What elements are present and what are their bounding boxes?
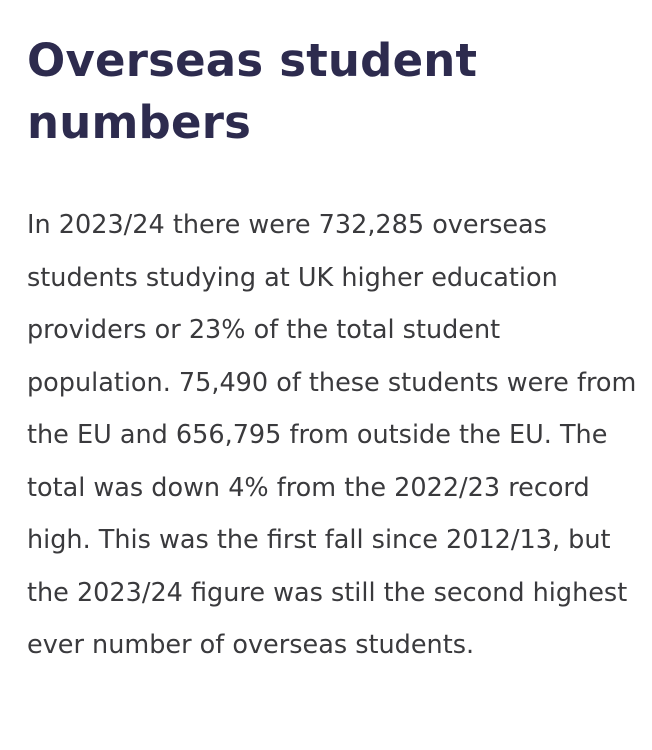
page-title: Overseas student numbers [27, 34, 478, 149]
article-paragraph: In 2023/24 there were 732,285 overseas students studying at UK higher education providers or 23% of the total student population. 75,490 of these students were from the EU and 656,795 from outside the EU. The total was down 4% from the 2022/23 record high. This was the first fall since 2012/13, but the 2023/24 figure was still the second highest ever number of overseas students. [27, 210, 637, 660]
article-section [27, 30, 637, 672]
